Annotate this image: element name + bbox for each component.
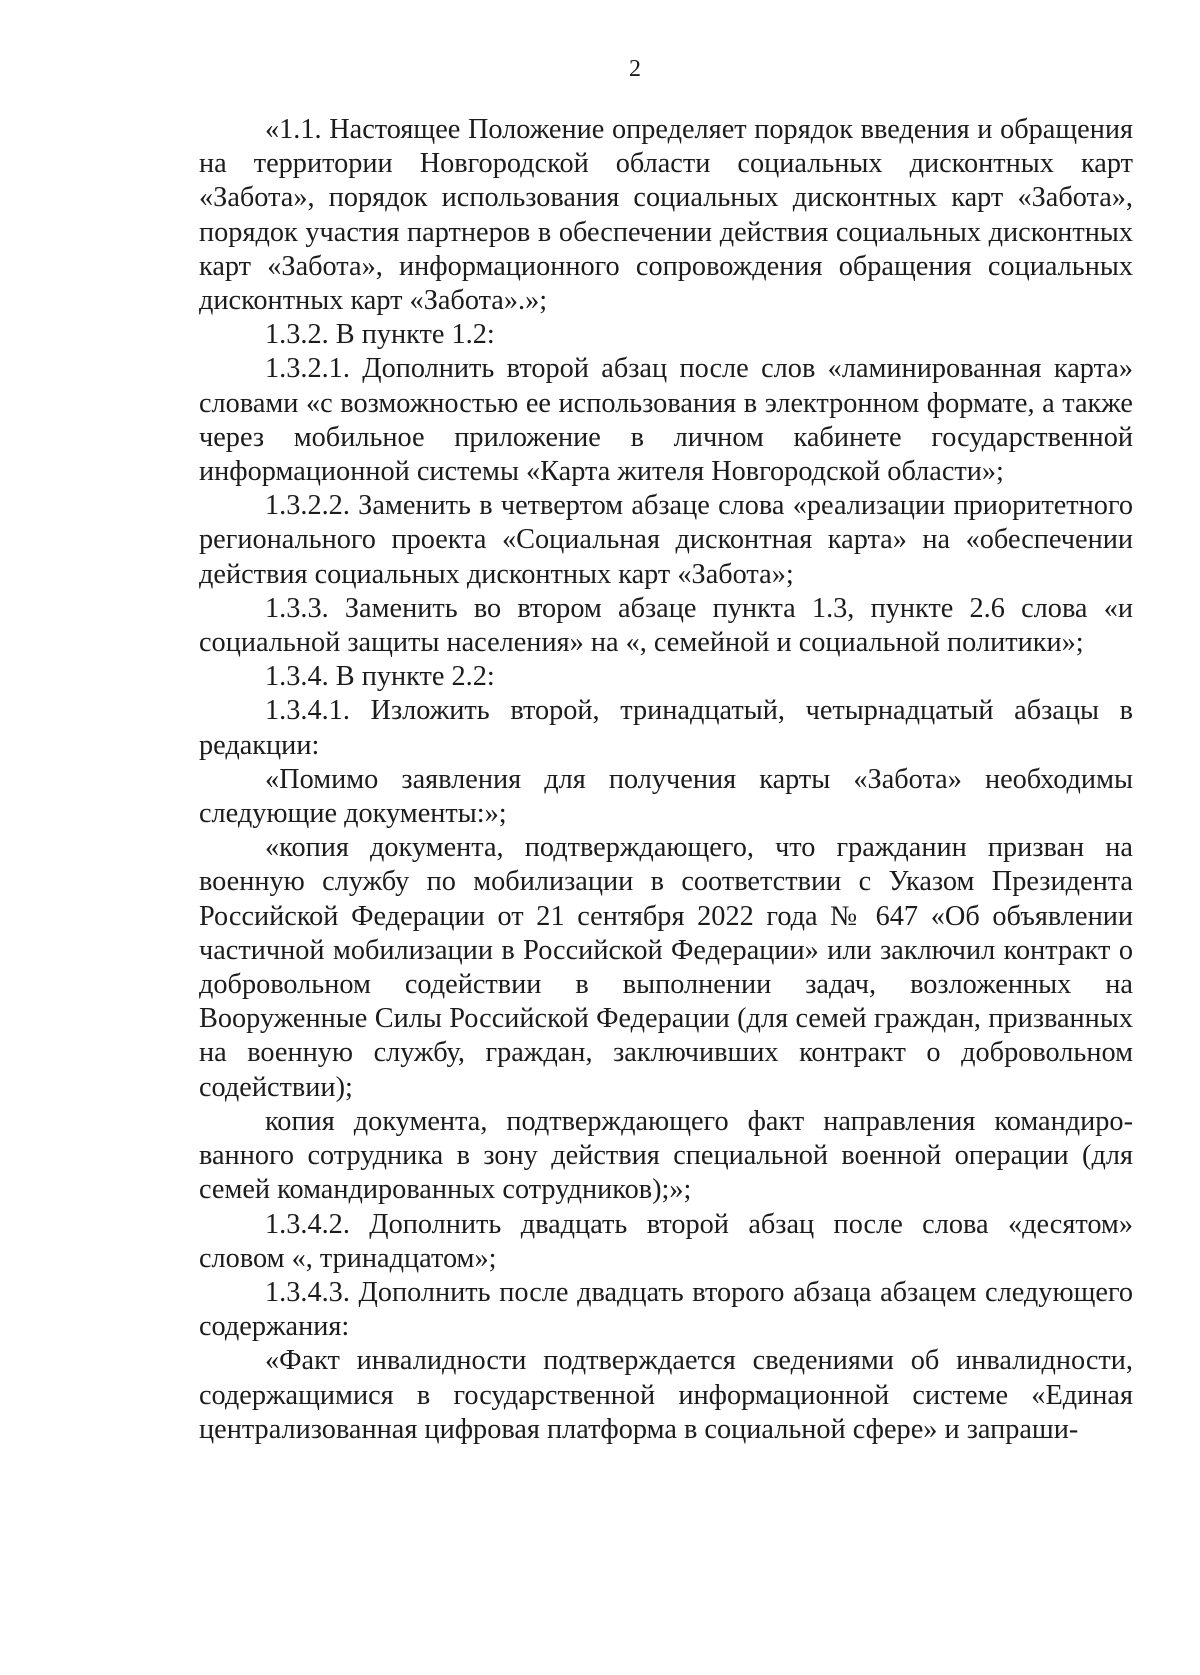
paragraph-1-3-2-1: 1.3.2.1. Дополнить второй абзац после слов «ламинированная карта» словами «с возможностью ее использования в электронном формате, а также через мобильное приложение в личном кабинете государственной информационной системы «Карта жителя Новгородской области»; (199, 353, 1133, 488)
quoted-deployment-document: копия документа, подтверждающего факт направления командиро-ванного сотрудника в зону действия специальной военной операции (для семей командированных сотрудников);»; (199, 1105, 1133, 1206)
document-body (199, 113, 1133, 1447)
paragraph-1-3-4-2: 1.3.4.2. Дополнить двадцать второй абзац после слова «десятом» словом «, тринадцатом»; (199, 1208, 1133, 1274)
paragraph-1-3-2: 1.3.2. В пункте 1.2: (265, 319, 495, 351)
paragraph-1-1-intro: «1.1. Настоящее Положение определяет порядок введения и обращения на территории Новгородской области социальных дисконтных карт «Забота», порядок использования социальных дисконтных карт «Забота», порядок участия партнеров в обеспечении действия социальных дисконтных карт «Забота», информационного сопровождения обращения социальных дисконтных карт «Забота».»; (199, 114, 1133, 317)
quoted-mobilization-document: «копия документа, подтверждающего, что гражданин призван на военную службу по мобилизации в соответствии с Указом Президента Российской Федерации от 21 сентября 2022 года № 647 «Об объявлении частичной мобилизации в Российской Федерации» или заключил контракт о добровольном содействии в выполнении задач, возложенных на Вооруженные Силы Российской Федерации (для семей граждан, призванных на военную службу, граждан, заключивших контракт о добровольном содействии); (199, 832, 1133, 1103)
quoted-disability-fact: «Факт инвалидности подтверждается сведениями об инвалидности, содержащимися в государственной информационной системе «Единая централизованная цифровая платформа в социальной сфере» и запраши- (199, 1345, 1133, 1445)
paragraph-1-3-4-1: 1.3.4.1. Изложить второй, тринадцатый, четырнадцатый абзацы в редакции: (199, 695, 1133, 761)
page-number: 2 (629, 56, 641, 82)
paragraph-1-3-4-3: 1.3.4.3. Дополнить после двадцать второго абзаца абзацем следующего содержания: (199, 1276, 1133, 1343)
paragraph-1-3-2-2: 1.3.2.2. Заменить в четвертом абзаце слова «реализации приоритетного регионального проекта «Социальная дисконтная карта» на «обеспечении действия социальных дисконтных карт «Забота»; (199, 490, 1133, 590)
paragraph-1-3-3: 1.3.3. Заменить во втором абзаце пункта 1.3, пункте 2.6 слова «и социальной защиты населения» на «, семейной и социальной политики»; (199, 592, 1133, 659)
quoted-documents-intro: «Помимо заявления для получения карты «Забота» необходимы следующие документы:»; (199, 763, 1133, 830)
paragraph-1-3-4: 1.3.4. В пункте 2.2: (265, 661, 495, 693)
